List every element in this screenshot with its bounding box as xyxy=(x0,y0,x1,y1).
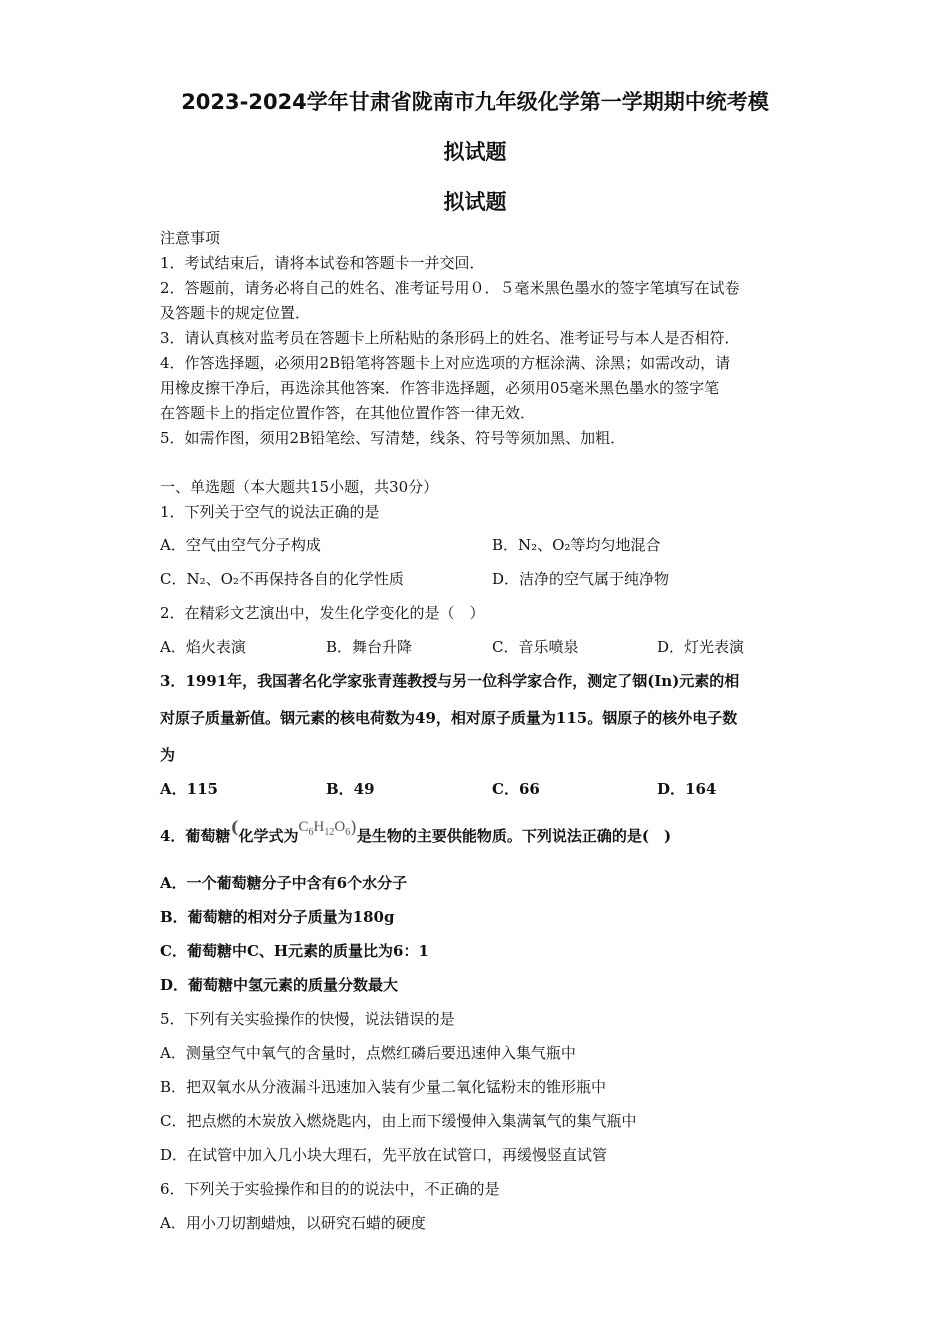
question-4-option-b[interactable]: B．葡萄糖的相对分子质量为180g xyxy=(160,908,395,926)
question-4-option-d[interactable]: D．葡萄糖中氢元素的质量分数最大 xyxy=(160,976,399,994)
notes-line: 用橡皮擦干净后，再选涂其他答案．作答非选择题，必须用05毫米黑色墨水的签字笔 xyxy=(160,379,720,397)
question-5-option-c[interactable]: C．把点燃的木炭放入燃烧匙内，由上而下缓慢伸入集满氧气的集气瓶中 xyxy=(160,1112,637,1130)
question-5-option-a[interactable]: A．测量空气中氧气的含量时，点燃红磷后要迅速伸入集气瓶中 xyxy=(160,1044,576,1062)
question-5-stem: 5．下列有关实验操作的快慢，说法错误的是 xyxy=(160,1010,455,1028)
question-3-option-a[interactable]: A．115 xyxy=(160,780,218,798)
formula-subscript-c: 6 xyxy=(308,827,314,838)
question-1-option-c[interactable]: C．N₂、O₂不再保持各自的化学性质 xyxy=(160,570,404,588)
question-1-stem: 1．下列关于空气的说法正确的是 xyxy=(160,503,380,521)
question-4-stem-start: 4．葡萄糖 xyxy=(160,827,231,845)
page-title-line-1: 2023-2024学年甘肃省陇南市九年级化学第一学期期中统考模 xyxy=(181,90,769,114)
question-3-option-c[interactable]: C．66 xyxy=(492,780,540,798)
notes-line: 2．答题前，请务必将自己的姓名、准考证号用０．５毫米黑色墨水的签字笔填写在试卷 xyxy=(160,279,740,297)
formula-element-c: C xyxy=(298,819,309,835)
question-2-option-a[interactable]: A．焰火表演 xyxy=(160,638,246,656)
question-6-option-a[interactable]: A．用小刀切割蜡烛，以研究石蜡的硬度 xyxy=(160,1214,426,1232)
section-heading: 一、单选题（本大题共15小题，共30分） xyxy=(160,478,439,496)
question-5-option-d[interactable]: D．在试管中加入几小块大理石，先平放在试管口，再缓慢竖直试管 xyxy=(160,1146,608,1164)
question-2-option-d[interactable]: D．灯光表演 xyxy=(657,638,745,656)
paren-close: ) xyxy=(350,818,357,838)
question-1-option-d[interactable]: D．洁净的空气属于纯净物 xyxy=(492,570,670,588)
question-4-stem-end: 是生物的主要供能物质。下列说法正确的是( ) xyxy=(356,827,672,845)
question-1-option-b[interactable]: B．N₂、O₂等均匀地混合 xyxy=(492,536,661,554)
question-4-option-a[interactable]: A．一个葡萄糖分子中含有6个水分子 xyxy=(160,874,408,892)
question-3-stem-line-2: 对原子质量新值。铟元素的核电荷数为49，相对原子质量为115。铟原子的核外电子数 xyxy=(160,709,738,727)
notes-line: 4．作答选择题，必须用2B铅笔将答题卡上对应选项的方框涂满、涂黑；如需改动，请 xyxy=(160,354,731,372)
question-2-option-c[interactable]: C．音乐喷泉 xyxy=(492,638,579,656)
notes-heading: 注意事项 xyxy=(160,229,221,247)
question-2-option-b[interactable]: B．舞台升降 xyxy=(326,638,413,656)
notes-line: 5．如需作图，须用2B铅笔绘、写清楚，线条、符号等须加黑、加粗． xyxy=(160,429,626,447)
formula-element-o: O xyxy=(334,819,346,835)
notes-line: 在答题卡上的指定位置作答，在其他位置作答一律无效． xyxy=(160,404,536,422)
notes-line: 1．考试结束后，请将本试卷和答题卡一并交回． xyxy=(160,254,485,272)
question-4-stem-mid: 化学式为 xyxy=(238,827,299,845)
question-3-stem-line-1: 3．1991年，我国著名化学家张青莲教授与另一位科学家合作，测定了铟(In)元素的相 xyxy=(160,672,740,690)
question-3-stem-line-3: 为 xyxy=(160,746,176,764)
question-5-option-b[interactable]: B．把双氧水从分液漏斗迅速加入装有少量二氧化锰粉末的锥形瓶中 xyxy=(160,1078,607,1096)
notes-line: 3．请认真核对监考员在答题卡上所粘贴的条形码上的姓名、准考证号与本人是否相符． xyxy=(160,329,740,347)
question-2-stem: 2．在精彩文艺演出中，发生化学变化的是（ ） xyxy=(160,604,485,622)
question-3-option-b[interactable]: B．49 xyxy=(326,780,375,798)
formula-element-h: H xyxy=(313,819,325,835)
notes-line: 及答题卡的规定位置． xyxy=(160,304,311,322)
page-title-line-2: 拟试题 xyxy=(443,140,507,164)
question-4-option-c[interactable]: C．葡萄糖中C、H元素的质量比为6：1 xyxy=(160,942,429,960)
formula-subscript-o: 6 xyxy=(345,827,351,838)
question-4-stem xyxy=(160,818,672,853)
paren-open: ( xyxy=(230,818,239,838)
glucose-formula xyxy=(298,819,351,838)
question-3-option-d[interactable]: D．164 xyxy=(657,780,717,798)
question-6-stem: 6．下列关于实验操作和目的的说法中，不正确的是 xyxy=(160,1180,500,1198)
page-title-line-3: 拟试题 xyxy=(443,190,507,214)
question-1-option-a[interactable]: A．空气由空气分子构成 xyxy=(160,536,321,554)
formula-subscript-h: 12 xyxy=(324,827,335,838)
